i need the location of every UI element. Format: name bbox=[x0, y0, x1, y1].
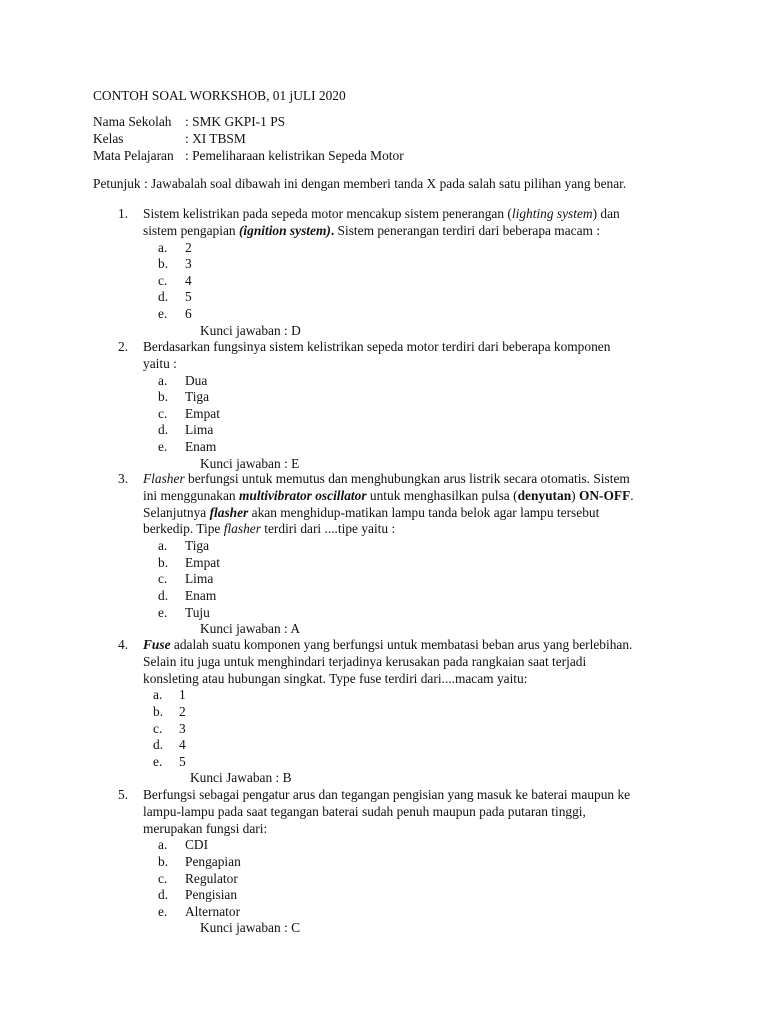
answer-option bbox=[158, 837, 678, 854]
option-letter: b. bbox=[158, 389, 169, 405]
answer-options bbox=[158, 373, 678, 473]
answer-options bbox=[153, 687, 678, 787]
question-text-line: Sistem kelistrikan pada sepeda motor mencakup sistem penerangan (lighting system) dan bbox=[143, 206, 620, 221]
option-text: Regulator bbox=[185, 870, 238, 886]
option-text: Lima bbox=[185, 422, 214, 438]
answer-option bbox=[158, 406, 678, 423]
option-text: Empat bbox=[185, 405, 220, 421]
option-text: 1 bbox=[179, 687, 186, 703]
answer-key: Kunci jawaban : A bbox=[200, 621, 301, 637]
option-letter: c. bbox=[158, 405, 168, 421]
question-item bbox=[118, 637, 678, 787]
option-text: 3 bbox=[185, 256, 192, 272]
option-text: 4 bbox=[179, 737, 186, 753]
option-letter: d. bbox=[158, 587, 169, 603]
option-text: 2 bbox=[179, 703, 186, 719]
info-row bbox=[93, 114, 404, 131]
option-letter: b. bbox=[158, 256, 169, 272]
option-letter: d. bbox=[158, 422, 169, 438]
info-label: Nama Sekolah bbox=[93, 114, 172, 129]
option-letter: a. bbox=[158, 372, 168, 388]
answer-option bbox=[158, 273, 678, 290]
answer-key: Kunci Jawaban : B bbox=[190, 770, 292, 786]
question-text-line: merupakan fungsi dari: bbox=[143, 820, 268, 836]
answer-option bbox=[158, 289, 678, 306]
option-letter: e. bbox=[158, 903, 168, 919]
answer-option bbox=[158, 904, 678, 921]
option-text: 5 bbox=[179, 753, 186, 769]
answer-option bbox=[153, 754, 678, 771]
answer-option bbox=[158, 871, 678, 888]
question-text-line: Flasher berfungsi untuk memutus dan menghubungkan arus listrik secara otomatis. Sistem bbox=[143, 471, 630, 486]
question-text-line: Berdasarkan fungsinya sistem kelistrikan sepeda motor terdiri dari beberapa komponen bbox=[143, 339, 611, 354]
question-text-line: ini menggunakan multivibrator oscillator untuk menghasilkan pulsa (denyutan) ON-OFF. bbox=[143, 487, 634, 503]
info-value: : SMK GKPI-1 PS bbox=[185, 114, 286, 129]
answer-option bbox=[158, 256, 678, 273]
answer-option bbox=[158, 571, 678, 588]
option-text: Tiga bbox=[185, 538, 210, 554]
answer-option bbox=[158, 439, 678, 456]
answer-option bbox=[158, 538, 678, 555]
school-info bbox=[93, 114, 404, 164]
option-text: Lima bbox=[185, 571, 214, 587]
option-letter: a. bbox=[158, 538, 168, 554]
option-letter: e. bbox=[158, 604, 168, 620]
option-letter: a. bbox=[153, 687, 163, 703]
option-text: Alternator bbox=[185, 903, 241, 919]
question-text-line: lampu-lampu pada saat tegangan baterai sudah penuh maupun pada putaran tinggi, bbox=[143, 803, 586, 819]
option-text: 4 bbox=[185, 272, 192, 288]
option-text: Empat bbox=[185, 554, 220, 570]
answer-option bbox=[153, 704, 678, 721]
option-letter: a. bbox=[158, 239, 168, 255]
answer-key: Kunci jawaban : E bbox=[200, 455, 300, 471]
option-text: Dua bbox=[185, 372, 208, 388]
question-body bbox=[143, 637, 678, 787]
question-item bbox=[118, 471, 678, 638]
answer-option bbox=[158, 555, 678, 572]
info-label: Mata Pelajaran bbox=[93, 147, 174, 163]
option-letter: e. bbox=[153, 753, 163, 769]
option-letter: e. bbox=[158, 305, 168, 321]
question-text-line: Selain itu juga untuk menghindari terjadinya kerusakan pada rangkaian saat terjadi bbox=[143, 653, 587, 669]
option-letter: d. bbox=[158, 289, 169, 305]
answer-option bbox=[158, 854, 678, 871]
option-letter: b. bbox=[158, 853, 169, 869]
question-body bbox=[143, 471, 678, 638]
option-letter: c. bbox=[158, 571, 168, 587]
option-text: Tiga bbox=[185, 389, 210, 405]
document-title: CONTOH SOAL WORKSHOB, 01 jULI 2020 bbox=[93, 88, 346, 103]
answer-option bbox=[153, 737, 678, 754]
option-letter: c. bbox=[153, 720, 163, 736]
info-value: : Pemeliharaan kelistrikan Sepeda Motor bbox=[185, 147, 404, 163]
question-text-line: sistem pengapian (ignition system). Sistem penerangan terdiri dari beberapa macam : bbox=[143, 222, 601, 238]
option-letter: d. bbox=[158, 887, 169, 903]
option-letter: e. bbox=[158, 438, 168, 454]
option-text: 2 bbox=[185, 239, 192, 255]
answer-key: Kunci jawaban : C bbox=[200, 920, 301, 936]
option-text: Pengisian bbox=[185, 887, 238, 903]
option-letter: d. bbox=[153, 737, 164, 753]
answer-options bbox=[158, 837, 678, 937]
answer-option bbox=[153, 721, 678, 738]
option-letter: c. bbox=[158, 272, 168, 288]
question-body bbox=[143, 787, 678, 937]
question-number: 5. bbox=[118, 787, 129, 802]
question-text-line: Selanjutnya flasher akan menghidup-matikan lampu tanda belok agar lampu tersebut bbox=[143, 504, 600, 520]
info-value: : XI TBSM bbox=[185, 130, 246, 146]
option-text: Enam bbox=[185, 587, 217, 603]
answer-option bbox=[153, 687, 678, 704]
answer-options bbox=[158, 538, 678, 638]
answer-option bbox=[158, 389, 678, 406]
answer-option bbox=[158, 605, 678, 622]
question-text-line: berkedip. Tipe flasher terdiri dari ....tipe yaitu : bbox=[143, 521, 396, 537]
question-item bbox=[118, 787, 678, 937]
question-text-line: Berfungsi sebagai pengatur arus dan tegangan pengisian yang masuk ke baterai maupun ke bbox=[143, 787, 631, 802]
option-text: Tuju bbox=[185, 604, 210, 620]
question-text-line: yaitu : bbox=[143, 355, 177, 371]
answer-option bbox=[158, 240, 678, 257]
info-row bbox=[93, 148, 404, 165]
option-text: Enam bbox=[185, 438, 217, 454]
answer-option bbox=[158, 887, 678, 904]
question-body bbox=[143, 339, 678, 472]
answer-options bbox=[158, 240, 678, 340]
question-text-line: konsleting atau hubungan singkat. Type fuse terdiri dari....macam yaitu: bbox=[143, 670, 528, 686]
info-label: Kelas bbox=[93, 130, 124, 146]
answer-option bbox=[158, 422, 678, 439]
instruction-text: Petunjuk : Jawabalah soal dibawah ini dengan memberi tanda X pada salah satu pilihan yang benar. bbox=[93, 176, 627, 191]
option-letter: b. bbox=[158, 554, 169, 570]
answer-key: Kunci jawaban : D bbox=[200, 322, 301, 338]
answer-option bbox=[158, 306, 678, 323]
option-text: 3 bbox=[179, 720, 186, 736]
option-text: 6 bbox=[185, 305, 192, 321]
info-row bbox=[93, 131, 404, 148]
question-number: 3. bbox=[118, 471, 129, 486]
option-letter: b. bbox=[153, 703, 164, 719]
option-letter: a. bbox=[158, 837, 168, 853]
option-text: Pengapian bbox=[185, 853, 241, 869]
question-item bbox=[118, 206, 678, 339]
option-letter: c. bbox=[158, 870, 168, 886]
answer-option bbox=[158, 373, 678, 390]
question-number: 2. bbox=[118, 339, 129, 354]
answer-option bbox=[158, 588, 678, 605]
option-text: 5 bbox=[185, 289, 192, 305]
question-text-line: Fuse adalah suatu komponen yang berfungsi untuk membatasi beban arus yang berlebihan. bbox=[143, 637, 633, 652]
question-item bbox=[118, 339, 678, 472]
question-body bbox=[143, 206, 678, 339]
option-text: CDI bbox=[185, 837, 209, 853]
question-number: 4. bbox=[118, 637, 129, 652]
question-number: 1. bbox=[118, 206, 129, 221]
